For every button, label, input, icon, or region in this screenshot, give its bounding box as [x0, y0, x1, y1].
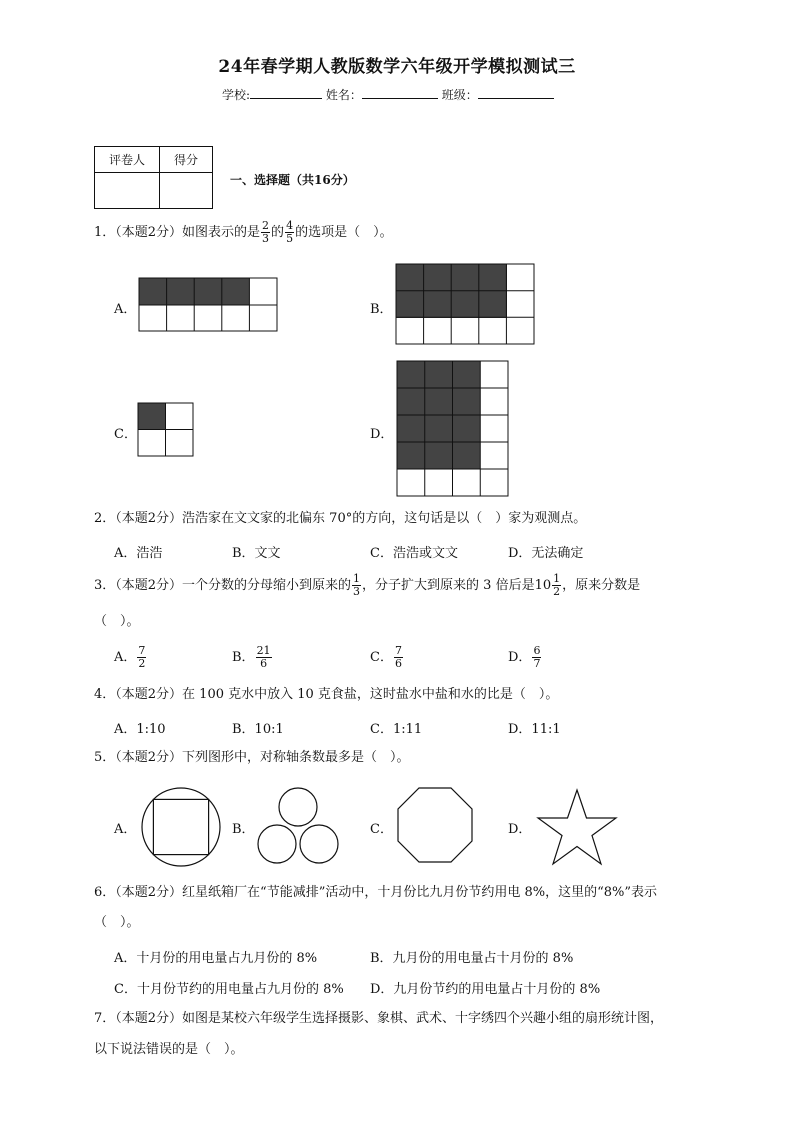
q1-option-a-label[interactable]: A．	[114, 302, 137, 317]
school-blank[interactable]	[250, 86, 322, 99]
q1-option-c-label[interactable]: C．	[114, 427, 137, 442]
q1-prefix: 1．（本题2分）如图表示的是	[94, 225, 261, 240]
q6-option-a[interactable]: A．十月份的用电量占九月份的 8%	[114, 951, 318, 966]
option-fraction	[256, 645, 272, 670]
q3-line2: （ ）。	[94, 614, 140, 629]
frac-num: 2	[262, 219, 270, 232]
fraction-1-2	[552, 573, 561, 598]
frac-den: 6	[260, 657, 268, 670]
q3-option-c[interactable]	[370, 644, 404, 672]
frac-den: 5	[286, 232, 294, 245]
mixed-whole: 10	[534, 578, 552, 593]
q4-option-a[interactable]: A．1:10	[114, 722, 166, 737]
q3-option-b[interactable]	[232, 644, 273, 672]
option-label: D．	[508, 650, 532, 665]
fraction-1-3	[352, 573, 361, 598]
q4-option-d[interactable]: D．11:1	[508, 722, 561, 737]
q5-option-b-label[interactable]: B．	[232, 822, 255, 837]
option-fraction	[394, 645, 403, 670]
frac-den: 6	[394, 657, 402, 670]
q6-option-c[interactable]: C．十月份节约的用电量占九月份的 8%	[114, 982, 344, 997]
q4-option-b[interactable]: B．10:1	[232, 722, 284, 737]
option-label: A．	[114, 650, 137, 665]
frac-den: 3	[353, 585, 361, 598]
q2-option-b[interactable]: B．文文	[232, 546, 281, 561]
grid-figure-d	[396, 360, 510, 498]
option-fraction	[137, 645, 146, 670]
question-7-text: 7．（本题2分）如图是某校六年级学生选择摄影、象棋、武术、十字绣四个兴趣小组的扇形统计图，	[94, 1011, 664, 1026]
option-label: C．	[370, 650, 393, 665]
frac-den: 2	[138, 657, 146, 670]
fraction-2-3	[261, 220, 270, 245]
q1-option-b-label[interactable]: B．	[370, 302, 393, 317]
grid-figure-a	[138, 277, 280, 333]
q5-option-c-label[interactable]: C．	[370, 822, 393, 837]
option-label: B．	[232, 650, 255, 665]
q4-option-c[interactable]: C．1:11	[370, 722, 423, 737]
grader-header: 评卷人	[95, 147, 160, 173]
frac-num: 6	[533, 644, 541, 657]
section-heading: 一、选择题（共16分）	[230, 173, 355, 187]
grader-cell[interactable]	[95, 173, 160, 209]
school-label: 学校:	[222, 88, 251, 102]
name-label: 姓名：	[325, 88, 362, 102]
frac-num: 1	[553, 572, 561, 585]
q5-option-d-label[interactable]: D．	[508, 822, 532, 837]
q2-option-d[interactable]: D．无法确定	[508, 546, 584, 561]
question-1-text	[94, 218, 393, 248]
class-blank[interactable]	[478, 86, 554, 99]
q5-option-a-label[interactable]: A．	[114, 822, 137, 837]
three-circles-figure	[255, 786, 341, 866]
q2-option-c[interactable]: C．浩浩或文文	[370, 546, 458, 561]
score-cell[interactable]	[160, 173, 213, 209]
question-5-text: 5．（本题2分）下列图形中，对称轴条数最多是（ ）。	[94, 750, 410, 765]
frac-den: 2	[553, 585, 561, 598]
score-table	[94, 146, 213, 209]
grid-figure-b	[395, 263, 536, 345]
q3-option-d[interactable]	[508, 644, 542, 672]
q3-part2: ，分子扩大到原来的 3 倍后是	[362, 578, 535, 593]
q6-option-d[interactable]: D．九月份节约的用电量占十月份的 8%	[370, 982, 601, 997]
frac-den: 7	[533, 657, 541, 670]
question-2-text: 2．（本题2分）浩浩家在文文家的北偏东 70°的方向，这句话是以（ ）家为观测点。	[94, 511, 587, 526]
frac-num: 21	[256, 644, 271, 657]
q6-option-b[interactable]: B．九月份的用电量占十月份的 8%	[370, 951, 574, 966]
q3-part1: 3．（本题2分）一个分数的分母缩小到原来的	[94, 578, 352, 593]
frac-num: 4	[286, 219, 294, 232]
circle-with-square-figure	[140, 786, 222, 868]
q1-mid: 的	[271, 225, 285, 240]
question-4-text: 4．（本题2分）在 100 克水中放入 10 克食盐，这时盐水中盐和水的比是（ ）。	[94, 687, 559, 702]
q7-line2: 以下说法错误的是（ ）。	[94, 1042, 244, 1057]
q1-option-d-label[interactable]: D．	[370, 427, 394, 442]
frac-num: 1	[353, 572, 361, 585]
question-3-text	[94, 571, 640, 601]
student-info	[222, 86, 554, 103]
star-figure	[536, 788, 618, 866]
octagon-figure	[396, 786, 474, 864]
option-fraction	[532, 645, 541, 670]
frac-den: 3	[262, 232, 270, 245]
frac-num: 7	[138, 644, 146, 657]
fraction-4-5	[285, 220, 294, 245]
q3-option-a[interactable]	[114, 644, 147, 672]
q6-line2: （ ）。	[94, 915, 140, 930]
name-blank[interactable]	[362, 86, 438, 99]
q2-option-a[interactable]: A．浩浩	[114, 546, 163, 561]
score-header: 得分	[160, 147, 213, 173]
q1-suffix: 的选项是（ ）。	[295, 225, 393, 240]
q3-part3: ，原来分数是	[562, 578, 641, 593]
class-label: 班级：	[441, 88, 478, 102]
grid-figure-c	[137, 402, 195, 458]
page-title: 24年春学期人教版数学六年级开学模拟测试三	[218, 57, 576, 77]
frac-num: 7	[394, 644, 402, 657]
question-6-text: 6．（本题2分）红星纸箱厂在“节能减排”活动中，十月份比九月份节约用电 8%，这里的“8%”表示	[94, 885, 658, 900]
